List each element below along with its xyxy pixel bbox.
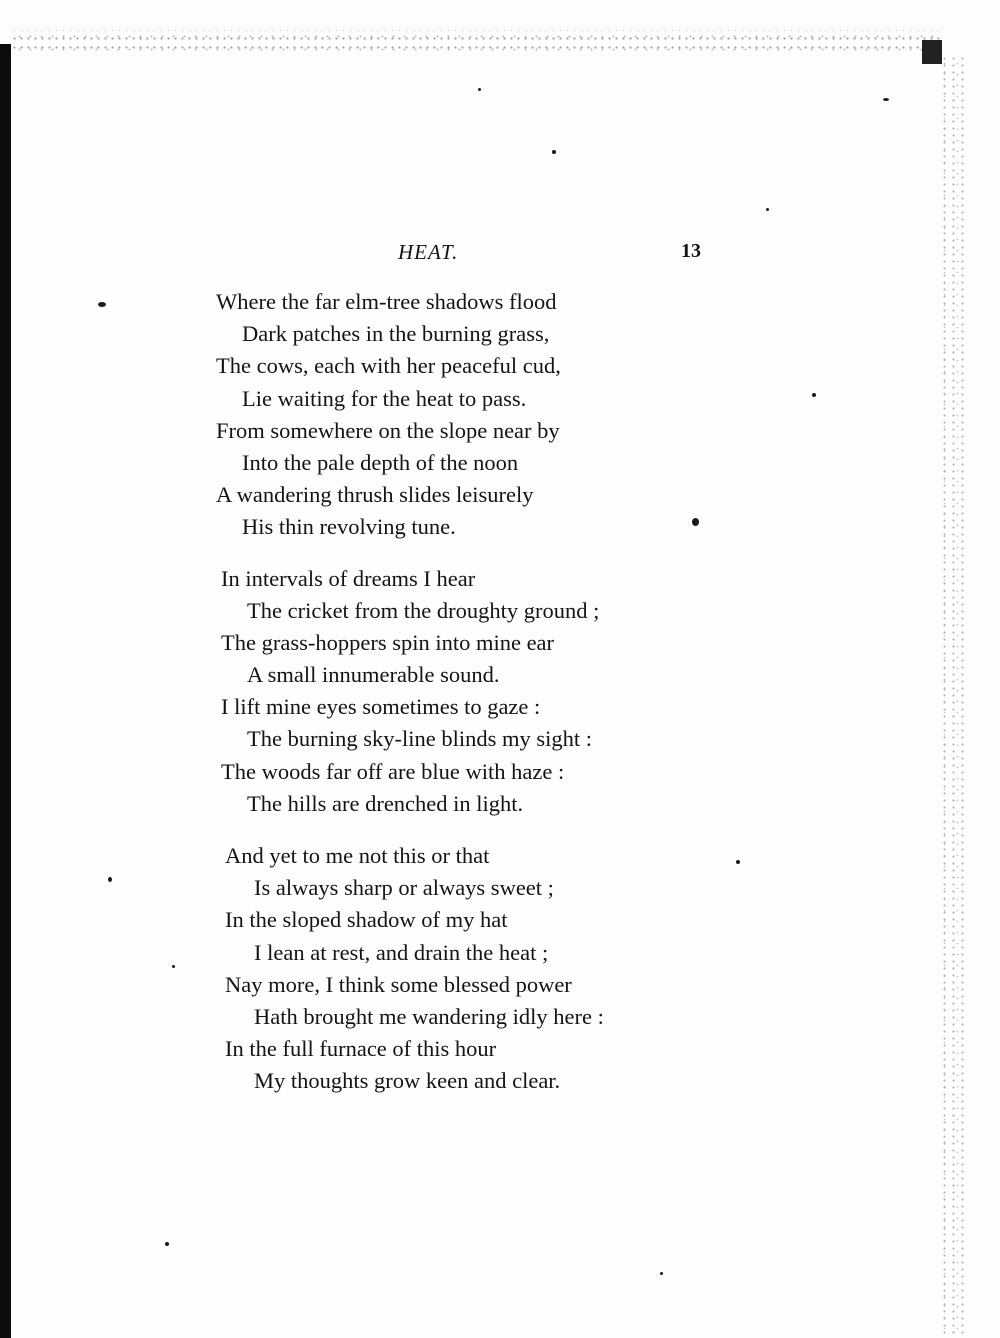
top-page-edge — [11, 30, 941, 54]
poem-line: Dark patches in the burning grass, — [242, 321, 550, 347]
poem-line: The hills are drenched in light. — [247, 790, 524, 816]
stanza — [225, 840, 1000, 1098]
page-header — [0, 240, 1000, 270]
poem-line: Hath brought me wandering idly here : — [254, 1003, 604, 1029]
print-speck — [766, 208, 769, 211]
stanza — [216, 286, 1000, 544]
poem-line: My thoughts grow keen and clear. — [254, 1068, 561, 1094]
poem-line: Nay more, I think some blessed power — [225, 971, 572, 997]
poem-line: Is always sharp or always sweet ; — [254, 875, 554, 901]
poem-line: The cricket from the droughty ground ; — [247, 597, 600, 623]
poem-body — [0, 286, 1000, 1098]
print-speck — [165, 1242, 169, 1246]
poem-line: I lean at rest, and drain the heat ; — [254, 939, 549, 965]
page-number: 13 — [681, 240, 701, 262]
poem-line: In intervals of dreams I hear — [221, 565, 476, 591]
stanza — [221, 563, 1000, 821]
poem-line: In the sloped shadow of my hat — [225, 907, 508, 933]
print-speck — [660, 1272, 663, 1275]
poem-line: Where the far elm-tree shadows flood — [216, 289, 557, 314]
print-speck — [478, 88, 481, 91]
poem-line: In the full furnace of this hour — [225, 1036, 497, 1062]
poem-line: The woods far off are blue with haze : — [221, 758, 565, 784]
poem-line: Lie waiting for the heat to pass. — [242, 385, 527, 411]
poem-line: The burning sky-line blinds my sight : — [247, 726, 592, 752]
poem-line: A small innumerable sound. — [247, 662, 500, 688]
print-speck — [552, 150, 556, 154]
poem-line: And yet to me not this or that — [225, 843, 490, 868]
poem-line: A wandering thrush slides leisurely — [216, 482, 534, 508]
poem-line: From somewhere on the slope near by — [216, 417, 560, 443]
print-speck — [883, 98, 889, 101]
running-title: HEAT. — [398, 240, 459, 264]
poem-line: His thin revolving tune. — [242, 514, 456, 540]
poem-line: Into the pale depth of the noon — [242, 449, 519, 475]
poem-line: The cows, each with her peaceful cud, — [216, 353, 561, 379]
poem-line: I lift mine eyes sometimes to gaze : — [221, 694, 541, 720]
poem-line: The grass-hoppers spin into mine ear — [221, 629, 555, 655]
